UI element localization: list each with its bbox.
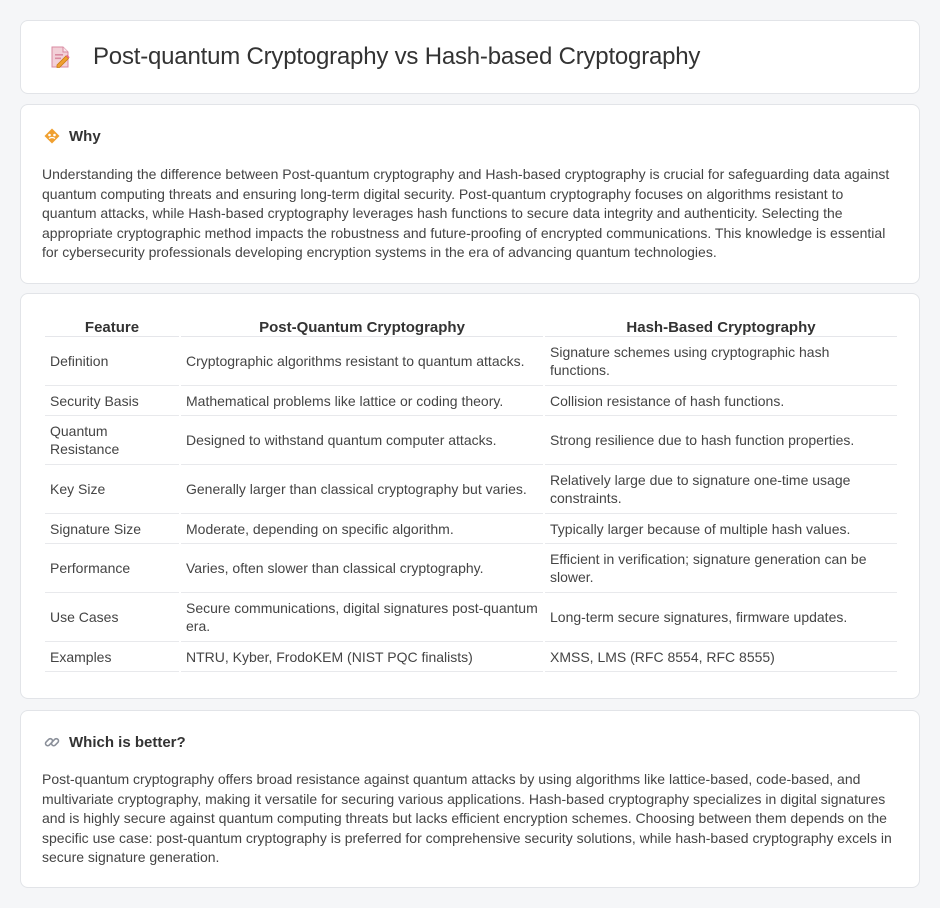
cell-post-quantum: Varies, often slower than classical cryptography. — [181, 546, 543, 593]
cell-hash-based: Relatively large due to signature one-time usage constraints. — [545, 467, 897, 514]
table-row — [45, 339, 897, 386]
cell-post-quantum: Mathematical problems like lattice or coding theory. — [181, 388, 543, 416]
title-card — [20, 20, 920, 94]
comparison-section — [20, 293, 920, 699]
table-row — [45, 388, 897, 416]
table-row — [45, 595, 897, 642]
link-icon — [43, 733, 61, 751]
better-heading: Which is better? — [69, 733, 186, 751]
table-header-row — [45, 317, 897, 337]
header-hash-based: Hash-Based Cryptography — [545, 317, 897, 337]
cell-hash-based: Long-term secure signatures, firmware updates. — [545, 595, 897, 642]
cell-feature: Use Cases — [45, 595, 179, 642]
table-row — [45, 546, 897, 593]
cell-post-quantum: Designed to withstand quantum computer attacks. — [181, 418, 543, 465]
cell-feature: Security Basis — [45, 388, 179, 416]
table-row — [45, 467, 897, 514]
better-paragraph: Post-quantum cryptography offers broad resistance against quantum attacks by using algorithms like lattice-based, code-based, and multivariate cryptography, making it versatile for securing various applications. Hash-based cryptography specializes in digital signatures and is highly secure against quantum computing threats but lacks efficient encryption schemes. Choosing between them depends on the specific use case: post-quantum cryptography is preferred for comprehensive security solutions, while hash-based cryptography excels in secure signature generation. — [42, 771, 892, 866]
header-post-quantum: Post-Quantum Cryptography — [181, 317, 543, 337]
cell-feature: Performance — [45, 546, 179, 593]
table-row — [45, 418, 897, 465]
document-edit-icon — [47, 44, 73, 70]
cell-hash-based: XMSS, LMS (RFC 8554, RFC 8555) — [545, 644, 897, 672]
table-row — [45, 644, 897, 672]
header-feature: Feature — [45, 317, 179, 337]
cell-feature: Examples — [45, 644, 179, 672]
cell-post-quantum: Secure communications, digital signatures post-quantum era. — [181, 595, 543, 642]
cell-hash-based: Strong resilience due to hash function properties. — [545, 418, 897, 465]
why-section — [20, 104, 920, 284]
cell-post-quantum: Generally larger than classical cryptography but varies. — [181, 467, 543, 514]
comparison-table — [43, 315, 899, 674]
cell-post-quantum: NTRU, Kyber, FrodoKEM (NIST PQC finalists) — [181, 644, 543, 672]
cell-post-quantum: Cryptographic algorithms resistant to quantum attacks. — [181, 339, 543, 386]
which-is-better-section — [20, 710, 920, 888]
why-paragraph: Understanding the difference between Post-quantum cryptography and Hash-based cryptography is crucial for safeguarding data against quantum computing threats and ensuring long-term digital security. Post-quantum cryptography focuses on algorithms resistant to quantum attacks, while Hash-based cryptography leverages hash functions to secure data integrity and authenticity. Selecting the appropriate cryptographic method impacts the robustness and future-proofing of encrypted communications. This knowledge is essential for cybersecurity professionals developing encryption systems in the era of advancing quantum technologies. — [42, 166, 890, 261]
why-heading: Why — [69, 127, 101, 145]
cell-hash-based: Typically larger because of multiple hash values. — [545, 516, 897, 544]
cell-post-quantum: Moderate, depending on specific algorithm. — [181, 516, 543, 544]
cell-feature: Key Size — [45, 467, 179, 514]
cell-hash-based: Collision resistance of hash functions. — [545, 388, 897, 416]
cell-hash-based: Efficient in verification; signature generation can be slower. — [545, 546, 897, 593]
cell-hash-based: Signature schemes using cryptographic hash functions. — [545, 339, 897, 386]
table-row — [45, 516, 897, 544]
cell-feature: Quantum Resistance — [45, 418, 179, 465]
diamond-warning-icon — [43, 127, 61, 145]
page-title: Post-quantum Cryptography vs Hash-based Cryptography — [93, 43, 701, 70]
cell-feature: Signature Size — [45, 516, 179, 544]
cell-feature: Definition — [45, 339, 179, 386]
